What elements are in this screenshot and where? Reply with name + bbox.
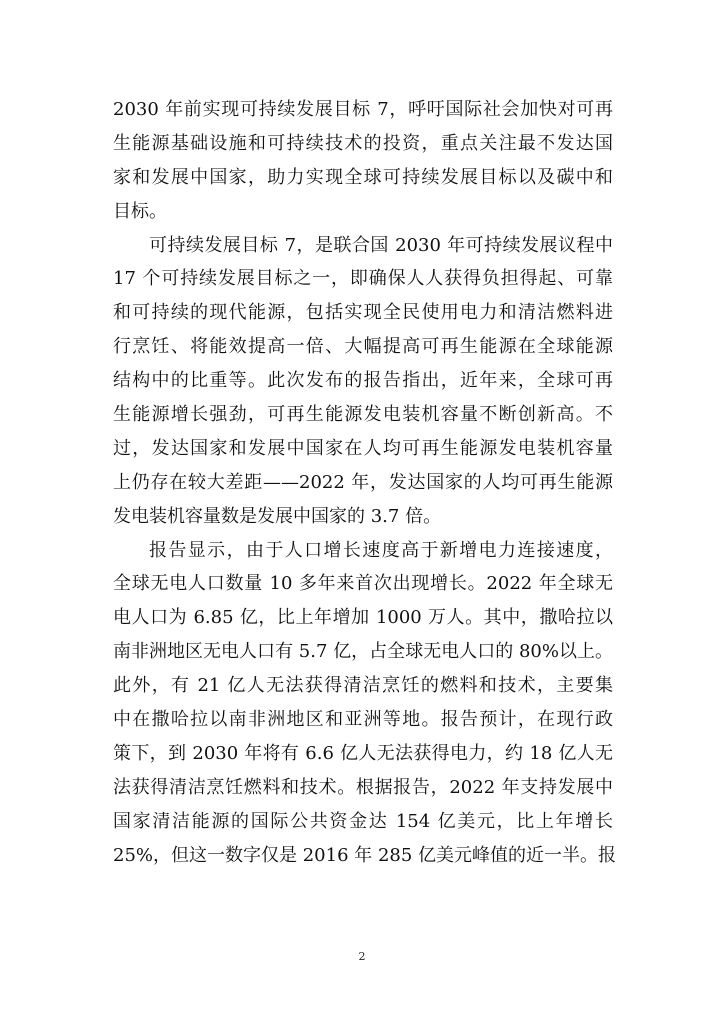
text-line: 生能源增长强劲，可再生能源发电装机容量不断创新高。不: [113, 404, 613, 426]
text-line: 上仍存在较大差距——2022 年，发达国家的人均可再生能源: [113, 471, 613, 493]
page-number: 2: [358, 950, 366, 963]
text-line: 全球无电人口数量 10 多年来首次出现增长。2022 年全球无: [113, 573, 613, 595]
text-line: 南非洲地区无电人口有 5.7 亿，占全球无电人口的 80%以上。: [113, 641, 613, 663]
text-line: 家和发展中国家，助力实现全球可持续发展目标以及碳中和: [113, 166, 613, 188]
text-line: 报告显示，由于人口增长速度高于新增电力连接速度，: [149, 539, 613, 561]
text-line: 发电装机容量数是发展中国家的 3.7 倍。: [113, 505, 442, 527]
text-line: 中在撒哈拉以南非洲地区和亚洲等地。报告预计，在现行政: [113, 709, 613, 731]
text-line: 可持续发展目标 7，是联合国 2030 年可持续发展议程中: [149, 234, 613, 256]
text-line: 法获得清洁烹饪燃料和技术。根据报告，2022 年支持发展中: [113, 776, 613, 798]
text-line: 行烹饪、将能效提高一倍、大幅提高可再生能源在全球能源: [113, 336, 613, 358]
body-text: [113, 93, 617, 872]
text-line: 结构中的比重等。此次发布的报告指出，近年来，全球可再: [113, 370, 613, 392]
text-line: 国家清洁能源的国际公共资金达 154 亿美元，比上年增长: [113, 810, 613, 832]
text-line: 过，发达国家和发展中国家在人均可再生能源发电装机容量: [113, 437, 613, 459]
text-line: 17 个可持续发展目标之一，即确保人人获得负担得起、可靠: [113, 268, 613, 290]
text-line: 电人口为 6.85 亿，比上年增加 1000 万人。其中，撒哈拉以: [113, 607, 613, 629]
text-line: 和可持续的现代能源，包括实现全民使用电力和清洁燃料进: [113, 302, 613, 324]
text-line: 2030 年前实现可持续发展目标 7，呼吁国际社会加快对可再: [113, 99, 613, 120]
text-line: 25%，但这一数字仅是 2016 年 285 亿美元峰值的近一半。报: [113, 844, 617, 866]
text-line: 策下，到 2030 年将有 6.6 亿人无法获得电力，约 18 亿人无: [113, 742, 613, 764]
text-line: 目标。: [113, 200, 167, 222]
text-line: 此外，有 21 亿人无法获得清洁烹饪的燃料和技术，主要集: [113, 675, 613, 697]
text-line: 生能源基础设施和可持续技术的投资，重点关注最不发达国: [113, 132, 613, 154]
